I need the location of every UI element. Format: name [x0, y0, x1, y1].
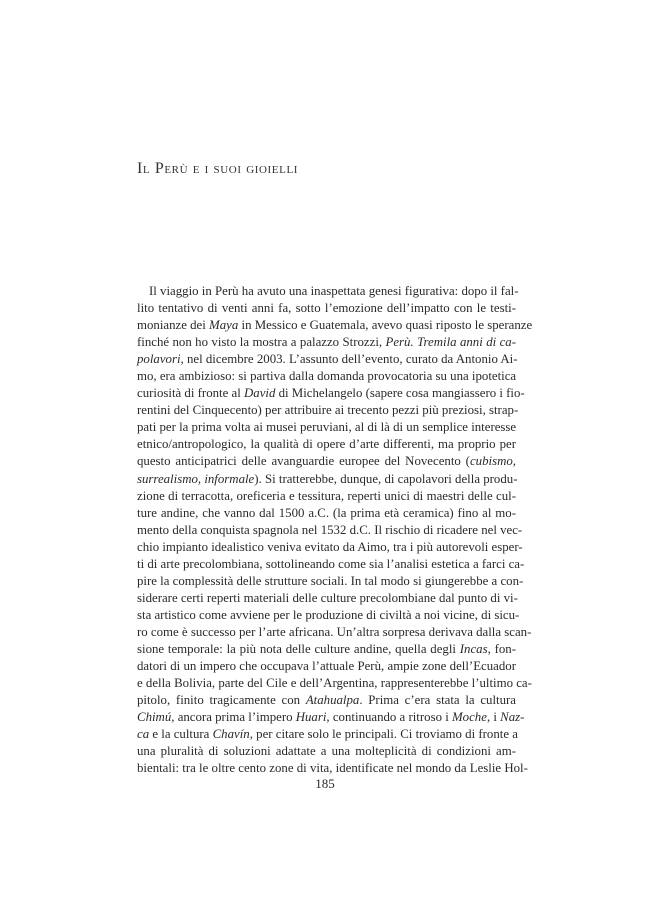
text-line: [137, 385, 525, 402]
text-segment: e della Bolivia, parte del Cile e dell’Argentina, rappresenterebbe l’ultimo ca-: [137, 676, 532, 691]
text-line: [137, 505, 516, 522]
text-segment: monianze dei: [137, 318, 210, 333]
text-line: [137, 283, 519, 300]
text-segment: ro come è successo per l’arte africana. Un’altra sorpresa derivava dalla scan-: [137, 624, 532, 639]
text-line: [137, 624, 532, 641]
text-segment: di Michelangelo (sapere cosa mangiassero i fio-: [275, 386, 525, 401]
text-segment: etnico/antropologico, la qualità di opere d’arte differenti, ma proprio per: [137, 437, 516, 452]
text-line: [137, 334, 516, 351]
text-segment: Il viaggio in Perù ha avuto una inaspettata genesi figurativa: dopo il fal-: [149, 284, 519, 298]
italic-text: Chavín: [212, 727, 250, 742]
italic-text: Atahualpa: [305, 693, 360, 708]
text-segment: , fon-: [487, 641, 517, 656]
chapter-title: Il Perù e i suoi gioielli: [137, 160, 299, 177]
italic-text: Naz-: [500, 710, 525, 725]
text-line: [137, 556, 525, 573]
text-line: [137, 692, 516, 709]
body-text: [137, 283, 533, 777]
text-line: [137, 419, 516, 436]
text-line: [137, 300, 516, 317]
text-segment: rentini del Cinquecento) per attribuire ai trecento pezzi più preziosi, strap-: [137, 403, 519, 418]
text-line: [137, 351, 516, 368]
text-segment: in Messico e Guatemala, avevo quasi riposto le speranze: [238, 318, 533, 333]
text-line: [137, 573, 524, 590]
page-number: 185: [315, 776, 335, 791]
italic-text: polavori: [137, 352, 181, 367]
text-segment: pitolo, finito tragicamente con: [137, 693, 306, 708]
text-segment: sione temporale: la più nota delle culture andine, quella degli: [137, 641, 460, 656]
text-segment: , i: [486, 710, 501, 725]
italic-text: Moche: [451, 710, 487, 725]
text-line: [137, 760, 528, 777]
italic-text: Perù. Tremila anni di ca-: [385, 335, 516, 350]
italic-text: cubismo,: [469, 454, 516, 469]
text-line: [137, 641, 516, 658]
text-line: [137, 743, 516, 760]
text-segment: e la cultura: [149, 727, 213, 742]
text-segment: , continuando a ritroso i: [326, 710, 452, 725]
italic-text: Incas: [459, 641, 488, 656]
italic-text: Chimú: [137, 710, 172, 725]
text-line: [137, 607, 520, 624]
text-segment: . Prima c’era stata la cultura: [359, 693, 516, 708]
text-segment: questo anticipatrici delle avanguardie europee del Novecento (: [137, 454, 470, 469]
text-segment: datori di un impero che occupava l’attuale Perù, ampie zone dell’Ecuador: [137, 659, 516, 674]
italic-text: Maya: [209, 318, 239, 333]
text-segment: lito tentativo di venti anni fa, sotto l’emozione dell’impatto con le testi-: [137, 301, 516, 316]
text-line: [137, 453, 516, 470]
text-line: [137, 368, 516, 385]
text-segment: , ancora prima l’impero: [171, 710, 296, 725]
text-segment: , nel dicembre 2003. L’assunto dell’evento, curato da Antonio Ai-: [180, 352, 518, 367]
italic-text: David: [244, 386, 276, 401]
text-segment: siderare certi reperti materiali delle culture precolombiane dal punto di vi-: [137, 590, 518, 605]
text-segment: mento della conquista spagnola nel 1532 d.C. Il rischio di ricadere nel vec-: [137, 522, 523, 537]
italic-text: surrealismo, informale: [137, 471, 255, 486]
text-line: [137, 488, 516, 505]
text-segment: chio impianto idealistico veniva evitato da Aimo, tra i più autorevoli esper-: [137, 539, 523, 554]
text-segment: pati per la prima volta ai musei peruviani, al di là di un semplice interesse: [137, 420, 517, 435]
text-segment: pire la complessità delle strutture sociali. In tal modo si giungerebbe a con-: [137, 573, 524, 588]
italic-text: ca: [137, 727, 150, 742]
text-line: [137, 402, 519, 419]
text-line: [137, 726, 516, 743]
text-line: [137, 471, 516, 488]
text-line: [137, 658, 516, 675]
text-segment: bientali: tra le oltre cento zone di vita, identificate nel mondo da Leslie Hol-: [137, 761, 528, 776]
text-line: [137, 590, 516, 607]
text-segment: , per citare solo le principali. Ci troviamo di fronte a: [249, 727, 518, 742]
text-segment: ti di arte precolombiana, sottolineando come sia l’analisi estetica a farci ca-: [137, 556, 525, 571]
text-segment: finché non ho visto la mostra a palazzo Strozzi,: [137, 335, 386, 350]
italic-text: Huari: [295, 710, 327, 725]
text-segment: sta artistico come avviene per le produzione di civiltà a noi vicine, di sicu-: [137, 607, 520, 622]
text-segment: zione di terracotta, oreficeria e tessitura, reperti unici di maestri delle cul-: [137, 488, 516, 503]
text-line: [137, 675, 532, 692]
text-segment: una pluralità di soluzioni adattate a una molteplicità di condizioni am-: [137, 744, 516, 759]
text-line: [137, 317, 533, 334]
text-segment: mo, era ambizioso: si partiva dalla domanda provocatoria su una ipotetica: [137, 369, 517, 384]
text-line: [137, 539, 523, 556]
text-segment: ture andine, che vanno dal 1500 a.C. (la prima età ceramica) fino al mo-: [137, 505, 516, 520]
text-line: [137, 436, 516, 453]
text-line: [137, 522, 523, 539]
text-segment: ). Si tratterebbe, dunque, di capolavori della produ-: [254, 471, 518, 486]
text-segment: curiosità di fronte al: [137, 386, 244, 401]
text-line: [137, 709, 525, 726]
